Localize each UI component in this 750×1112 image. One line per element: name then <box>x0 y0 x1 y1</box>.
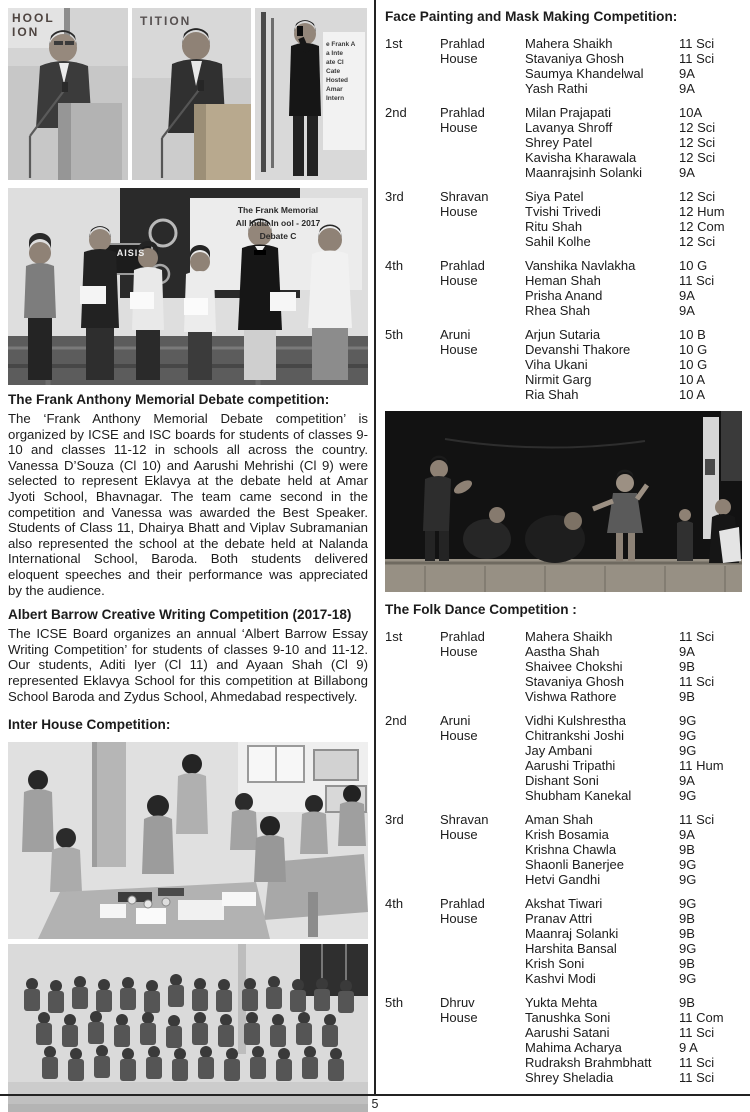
student-class: 12 Sci <box>679 234 716 249</box>
student-name: Stavaniya Ghosh <box>525 674 625 689</box>
debate-photo-strip <box>8 8 368 180</box>
photo1-wall-sign-line: HOOL <box>12 11 55 25</box>
student-class: 10 A <box>679 387 706 402</box>
student-name: Sahil Kolhe <box>525 234 591 249</box>
names-cell <box>525 896 679 986</box>
student-class: 11 Sci <box>679 1070 715 1085</box>
student-class: 9G <box>679 971 697 986</box>
classes-cell <box>679 36 742 96</box>
house-cell <box>440 258 525 318</box>
student-class: 12 Com <box>679 219 725 234</box>
photo3-event-poster-text-line: Cate <box>326 68 341 75</box>
student-class: 11 Sci <box>679 674 715 689</box>
student-name: Chitrankshi Joshi <box>525 728 624 743</box>
student-class: 10 G <box>679 258 708 273</box>
student-name: Tanushka Soni <box>525 1010 611 1025</box>
student-class: 9B <box>679 689 695 704</box>
student-name: Kashvi Modi <box>525 971 596 986</box>
rank-cell: 3rd <box>385 189 404 204</box>
student-name: Ria Shah <box>525 387 579 402</box>
student-name: Stavaniya Ghosh <box>525 51 625 66</box>
award-photo-banner-text-line: Debate C <box>259 231 297 241</box>
student-name: Krishna Chawla <box>525 842 617 857</box>
student-name: Ritu Shah <box>525 219 583 234</box>
house-cell <box>440 327 525 402</box>
student-class: 9A <box>679 165 695 180</box>
student-name: Krish Soni <box>525 956 585 971</box>
award-group <box>385 995 742 1085</box>
student-class: 9B <box>679 659 695 674</box>
student-class: 9 A <box>679 1040 698 1055</box>
rank-cell: 1st <box>385 36 403 51</box>
student-class: 10 A <box>679 372 706 387</box>
debate-award-group-photo <box>8 188 368 385</box>
podium-photo-3-illustration <box>255 8 367 180</box>
podium-photo-2-illustration <box>132 8 251 180</box>
house-word: House <box>440 911 478 926</box>
house-cell <box>440 896 525 986</box>
student-name: Saumya Khandelwal <box>525 66 644 81</box>
steps-photo-illustration <box>8 944 368 1112</box>
photo3-event-poster-text-line: ate Cl <box>326 59 344 66</box>
student-name: Nirmit Garg <box>525 372 592 387</box>
names-cell <box>525 189 679 249</box>
classes-cell <box>679 189 742 249</box>
student-name: Maanraj Solanki <box>525 926 619 941</box>
student-class: 9G <box>679 788 697 803</box>
student-class: 9A <box>679 81 695 96</box>
student-name: Vanshika Navlakha <box>525 258 636 273</box>
student-class: 9A <box>679 773 695 788</box>
student-class: 12 Sci <box>679 120 716 135</box>
student-class: 12 Hum <box>679 204 725 219</box>
student-class: 11 Com <box>679 1010 724 1025</box>
inter-house-classroom-photo <box>8 742 368 939</box>
house-name: Aruni <box>440 327 471 342</box>
house-cell <box>440 36 525 96</box>
house-name: Dhruv <box>440 995 475 1010</box>
student-class: 9G <box>679 713 697 728</box>
house-cell <box>440 105 525 180</box>
student-class: 11 Hum <box>679 758 724 773</box>
student-class: 9B <box>679 995 695 1010</box>
award-photo-banner-text-line: All India In ool - 2017 <box>235 218 321 228</box>
photo3-event-poster-text-line: e Frank A <box>326 41 356 48</box>
student-name: Kavisha Kharawala <box>525 150 637 165</box>
house-name: Shravan <box>440 189 489 204</box>
student-class: 12 Sci <box>679 150 716 165</box>
rank-cell: 4th <box>385 258 404 273</box>
student-name: Milan Prajapati <box>525 105 611 120</box>
student-class: 9B <box>679 911 695 926</box>
student-class: 9A <box>679 66 695 81</box>
house-name: Prahlad <box>440 36 485 51</box>
folk-dance-photo <box>385 411 742 592</box>
podium-photo-1-illustration <box>8 8 128 180</box>
student-name: Heman Shah <box>525 273 601 288</box>
student-class: 9B <box>679 956 695 971</box>
house-name: Aruni <box>440 713 471 728</box>
student-name: Krish Bosamia <box>525 827 609 842</box>
student-name: Arjun Sutaria <box>525 327 601 342</box>
debate-paragraph: The ‘Frank Anthony Memorial Debate competition’ is organized by ICSE and ISC boards for students of classes 9-10 and classes 11-12 in schools all across the country. Vanessa D’Souza (Cl 10) and Aarushi Mehrishi (Cl 9) were selected to represent Eklavya at the debate held at Amar Jyoti School, Bhavnagar. The team came second in the competition and Vanessa was awarded the Best Speaker. Students of Class 11, Dhairya Bhatt and Viplav Subramanian also represented the school at the debate held at Nalanda International School, Baroda. Both students delivered eloquent speeches and their performance was appreciated by the audience. <box>8 411 368 598</box>
classes-cell <box>679 812 742 887</box>
student-name: Mahera Shaikh <box>525 36 613 51</box>
stage-photo-illustration <box>385 411 742 592</box>
student-name: Yukta Mehta <box>525 995 598 1010</box>
student-class: 11 Sci <box>679 1025 715 1040</box>
left-column <box>8 8 368 1112</box>
rank-cell: 2nd <box>385 713 407 728</box>
student-name: Shrey Sheladia <box>525 1070 614 1085</box>
classes-cell <box>679 105 742 180</box>
award-group <box>385 105 742 180</box>
student-name: Pranav Attri <box>525 911 593 926</box>
debate-heading: The Frank Anthony Memorial Debate competition: <box>8 392 330 407</box>
house-cell <box>440 189 525 249</box>
student-class: 12 Sci <box>679 189 716 204</box>
photo3-event-poster-text-line: a Inte <box>326 50 343 57</box>
student-name: Vidhi Kulshrestha <box>525 713 626 728</box>
student-name: Shaonli Banerjee <box>525 857 625 872</box>
student-class: 9G <box>679 857 697 872</box>
rank-cell: 4th <box>385 896 404 911</box>
award-photo-illustration <box>8 188 368 385</box>
student-class: 11 Sci <box>679 1055 715 1070</box>
house-name: Shravan <box>440 812 489 827</box>
award-group <box>385 812 742 887</box>
names-cell <box>525 629 679 704</box>
student-class: 9G <box>679 941 697 956</box>
student-class: 10 G <box>679 357 708 372</box>
student-name: Devanshi Thakore <box>525 342 631 357</box>
page-number: 5 <box>371 1097 379 1111</box>
house-cell <box>440 629 525 704</box>
classroom-photo-illustration <box>8 742 368 939</box>
face-painting-title: Face Painting and Mask Making Competition: <box>385 9 678 24</box>
classes-cell <box>679 327 742 402</box>
folk-dance-title: The Folk Dance Competition : <box>385 602 577 617</box>
student-name: Vishwa Rathore <box>525 689 617 704</box>
student-name: Viha Ukani <box>525 357 588 372</box>
student-class: 9G <box>679 728 697 743</box>
student-name: Shubham Kanekal <box>525 788 632 803</box>
house-cell <box>440 713 525 803</box>
award-photo-aisis-sign: AISIS <box>116 248 146 258</box>
student-name: Lavanya Shroff <box>525 120 613 135</box>
student-class: 11 Sci <box>679 36 715 51</box>
house-name: Prahlad <box>440 896 485 911</box>
names-cell <box>525 995 679 1085</box>
student-class: 11 Sci <box>679 812 715 827</box>
student-name: Mahera Shaikh <box>525 629 613 644</box>
rank-cell: 5th <box>385 327 404 342</box>
student-name: Tvishi Trivedi <box>525 204 601 219</box>
rank-cell: 5th <box>385 995 404 1010</box>
student-class: 9A <box>679 288 695 303</box>
student-class: 12 Sci <box>679 135 716 150</box>
house-word: House <box>440 1010 478 1025</box>
house-word: House <box>440 273 478 288</box>
names-cell <box>525 327 679 402</box>
folk-dance-results-table <box>385 629 742 1085</box>
house-word: House <box>440 827 478 842</box>
award-group <box>385 713 742 803</box>
photo1-wall-sign-line: ION <box>12 25 40 39</box>
names-cell <box>525 36 679 96</box>
student-class: 9G <box>679 896 697 911</box>
student-class: 10 B <box>679 327 706 342</box>
house-word: House <box>440 204 478 219</box>
names-cell <box>525 713 679 803</box>
names-cell <box>525 258 679 318</box>
award-group <box>385 258 742 318</box>
student-name: Aarushi Tripathi <box>525 758 616 773</box>
house-word: House <box>440 51 478 66</box>
student-class: 9G <box>679 872 697 887</box>
student-name: Aastha Shah <box>525 644 600 659</box>
names-cell <box>525 812 679 887</box>
student-class: 9B <box>679 842 695 857</box>
student-class: 10A <box>679 105 703 120</box>
albert-barrow-heading: Albert Barrow Creative Writing Competition (2017-18) <box>8 607 352 623</box>
debate-speaker-photo-3 <box>255 8 367 180</box>
rank-cell: 2nd <box>385 105 407 120</box>
house-word: House <box>440 728 478 743</box>
student-class: 11 Sci <box>679 273 715 288</box>
column-divider <box>374 0 376 1095</box>
house-name: Prahlad <box>440 105 485 120</box>
student-name: Rudraksh Brahmbhatt <box>525 1055 652 1070</box>
student-class: 9A <box>679 827 695 842</box>
classes-cell <box>679 896 742 986</box>
student-class: 11 Sci <box>679 51 715 66</box>
student-class: 9A <box>679 303 695 318</box>
inter-house-group-photo <box>8 944 368 1112</box>
student-name: Jay Ambani <box>525 743 593 758</box>
student-name: Shrey Patel <box>525 135 593 150</box>
photo2-wall-sign: TITION <box>140 14 192 28</box>
footer-rule <box>0 1094 750 1096</box>
student-name: Hetvi Gandhi <box>525 872 601 887</box>
names-cell <box>525 105 679 180</box>
student-class: 10 G <box>679 342 708 357</box>
house-word: House <box>440 120 478 135</box>
award-group <box>385 327 742 402</box>
photo3-event-poster-text-line: Amar <box>326 86 343 93</box>
face-painting-results-table <box>385 36 742 402</box>
student-name: Yash Rathi <box>525 81 588 96</box>
student-name: Mahima Acharya <box>525 1040 622 1055</box>
house-cell <box>440 812 525 887</box>
student-name: Aarushi Satani <box>525 1025 610 1040</box>
inter-house-heading: Inter House Competition: <box>8 717 171 733</box>
award-group <box>385 896 742 986</box>
student-name: Dishant Soni <box>525 773 599 788</box>
award-group <box>385 629 742 704</box>
debate-speaker-photo-1 <box>8 8 128 180</box>
student-name: Harshita Bansal <box>525 941 617 956</box>
classes-cell <box>679 713 742 803</box>
classes-cell <box>679 258 742 318</box>
student-name: Prisha Anand <box>525 288 603 303</box>
student-class: 9G <box>679 743 697 758</box>
classes-cell <box>679 995 742 1085</box>
award-group <box>385 189 742 249</box>
award-photo-banner-text-line: The Frank Memorial <box>237 205 319 215</box>
rank-cell: 3rd <box>385 812 404 827</box>
right-column <box>385 8 742 1094</box>
debate-speaker-photo-2 <box>132 8 251 180</box>
student-name: Shaivee Chokshi <box>525 659 623 674</box>
house-word: House <box>440 342 478 357</box>
house-cell <box>440 995 525 1085</box>
student-name: Aman Shah <box>525 812 593 827</box>
student-name: Maanrajsinh Solanki <box>525 165 643 180</box>
classes-cell <box>679 629 742 704</box>
student-class: 9A <box>679 644 695 659</box>
house-name: Prahlad <box>440 258 485 273</box>
student-name: Siya Patel <box>525 189 584 204</box>
photo3-event-poster-text-line: Hosted <box>326 77 349 84</box>
albert-barrow-paragraph: The ICSE Board organizes an annual ‘Albert Barrow Essay Writing Competition’ for students of classes 9-10 and 11-12. Our students, Aditi Iyer (Cl 11) and Ayaan Shah (Cl 9) represented Eklavya School for this competition at Billabong School Baroda and Zydus School, Ahmedabad respectively. <box>8 626 368 704</box>
student-class: 9B <box>679 926 695 941</box>
photo3-event-poster-text-line: Intern <box>326 95 345 102</box>
student-name: Akshat Tiwari <box>525 896 603 911</box>
student-class: 11 Sci <box>679 629 715 644</box>
award-group <box>385 36 742 96</box>
house-word: House <box>440 644 478 659</box>
house-name: Prahlad <box>440 629 485 644</box>
student-name: Rhea Shah <box>525 303 591 318</box>
rank-cell: 1st <box>385 629 403 644</box>
